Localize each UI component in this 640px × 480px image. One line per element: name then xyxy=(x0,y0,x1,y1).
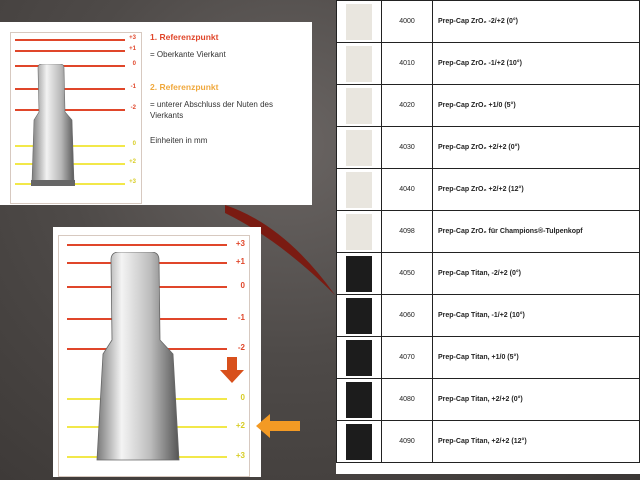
product-code: 4098 xyxy=(382,211,433,253)
product-image xyxy=(346,88,372,124)
table-row xyxy=(337,43,640,85)
product-name: Prep-Cap Titan, +2/+2 (0°) xyxy=(433,379,640,421)
product-code: 4040 xyxy=(382,169,433,211)
product-name: Prep-Cap Titan, +2/+2 (12°) xyxy=(433,421,640,463)
product-name: Prep-Cap ZrO₂ +2/+2 (12°) xyxy=(433,169,640,211)
tick-label: +2 xyxy=(235,421,245,430)
product-code: 4060 xyxy=(382,295,433,337)
enlarged-diagram-panel xyxy=(53,227,261,477)
reference-point-2-text: = unterer Abschluss der Nuten des Vierkants xyxy=(150,100,273,120)
units-note: Einheiten in mm xyxy=(150,136,208,145)
tick-label: +1 xyxy=(235,257,245,266)
product-name: Prep-Cap ZrO₂ für Champions®-Tulpenkopf xyxy=(433,211,640,253)
tick-label: 0 xyxy=(240,393,245,402)
product-thumbnail-cell xyxy=(337,295,382,337)
table-row xyxy=(337,337,640,379)
product-thumbnail-cell xyxy=(337,211,382,253)
table-row xyxy=(337,1,640,43)
product-name: Prep-Cap ZrO₂ -2/+2 (0°) xyxy=(433,1,640,43)
product-code: 4050 xyxy=(382,253,433,295)
product-code: 4080 xyxy=(382,379,433,421)
down-arrow-icon xyxy=(219,357,245,383)
left-arrow-icon xyxy=(256,414,300,438)
tick-label: 0 xyxy=(240,281,245,290)
tick-label: +3 xyxy=(129,179,136,185)
table-row xyxy=(337,127,640,169)
tick-label: -2 xyxy=(130,105,136,111)
tick-label: +2 xyxy=(129,159,136,165)
tick-label: 0 xyxy=(132,61,136,67)
product-thumbnail-cell xyxy=(337,337,382,379)
tick-label: -1 xyxy=(237,313,245,322)
tick-label: -1 xyxy=(130,84,136,90)
product-image xyxy=(346,46,372,82)
table-row xyxy=(337,295,640,337)
tick-label: +1 xyxy=(129,46,136,52)
tick-label: +3 xyxy=(235,451,245,460)
tick-label: +3 xyxy=(129,35,136,41)
product-name: Prep-Cap Titan, +1/0 (5°) xyxy=(433,337,640,379)
product-image xyxy=(346,214,372,250)
product-code: 4030 xyxy=(382,127,433,169)
product-thumbnail-cell xyxy=(337,1,382,43)
product-code: 4020 xyxy=(382,85,433,127)
product-image xyxy=(346,256,372,292)
product-thumbnail-cell xyxy=(337,127,382,169)
product-code: 4090 xyxy=(382,421,433,463)
product-table xyxy=(336,0,640,463)
product-thumbnail-cell xyxy=(337,43,382,85)
reference-point-1-heading: 1. Referenzpunkt xyxy=(150,32,219,42)
product-code: 4070 xyxy=(382,337,433,379)
product-image xyxy=(346,340,372,376)
product-image xyxy=(346,4,372,40)
table-row xyxy=(337,379,640,421)
product-image xyxy=(346,424,372,460)
tick-label: 0 xyxy=(132,141,136,147)
abutment-image xyxy=(30,64,76,189)
product-thumbnail-cell xyxy=(337,421,382,463)
abutment-image-large xyxy=(95,252,181,462)
tick-label: -2 xyxy=(237,343,245,352)
reference-legend xyxy=(150,32,306,146)
product-thumbnail-cell xyxy=(337,169,382,211)
product-thumbnail-cell xyxy=(337,379,382,421)
tick-label: +3 xyxy=(235,239,245,248)
reference-point-1-text: = Oberkante Vierkant xyxy=(150,50,226,59)
product-name: Prep-Cap ZrO₂ +2/+2 (0°) xyxy=(433,127,640,169)
table-row xyxy=(337,169,640,211)
product-thumbnail-cell xyxy=(337,85,382,127)
table-row xyxy=(337,85,640,127)
product-thumbnail-cell xyxy=(337,253,382,295)
product-code: 4000 xyxy=(382,1,433,43)
product-name: Prep-Cap Titan, -1/+2 (10°) xyxy=(433,295,640,337)
product-image xyxy=(346,130,372,166)
product-name: Prep-Cap ZrO₂ +1/0 (5°) xyxy=(433,85,640,127)
table-row xyxy=(337,421,640,463)
reference-diagram-panel xyxy=(0,22,312,205)
table-row xyxy=(337,211,640,253)
table-row xyxy=(337,253,640,295)
product-code: 4010 xyxy=(382,43,433,85)
product-image xyxy=(346,382,372,418)
product-name: Prep-Cap Titan, -2/+2 (0°) xyxy=(433,253,640,295)
product-image xyxy=(346,298,372,334)
product-table-panel xyxy=(336,0,640,474)
reference-point-2-heading: 2. Referenzpunkt xyxy=(150,82,219,92)
product-image xyxy=(346,172,372,208)
product-name: Prep-Cap ZrO₂ -1/+2 (10°) xyxy=(433,43,640,85)
